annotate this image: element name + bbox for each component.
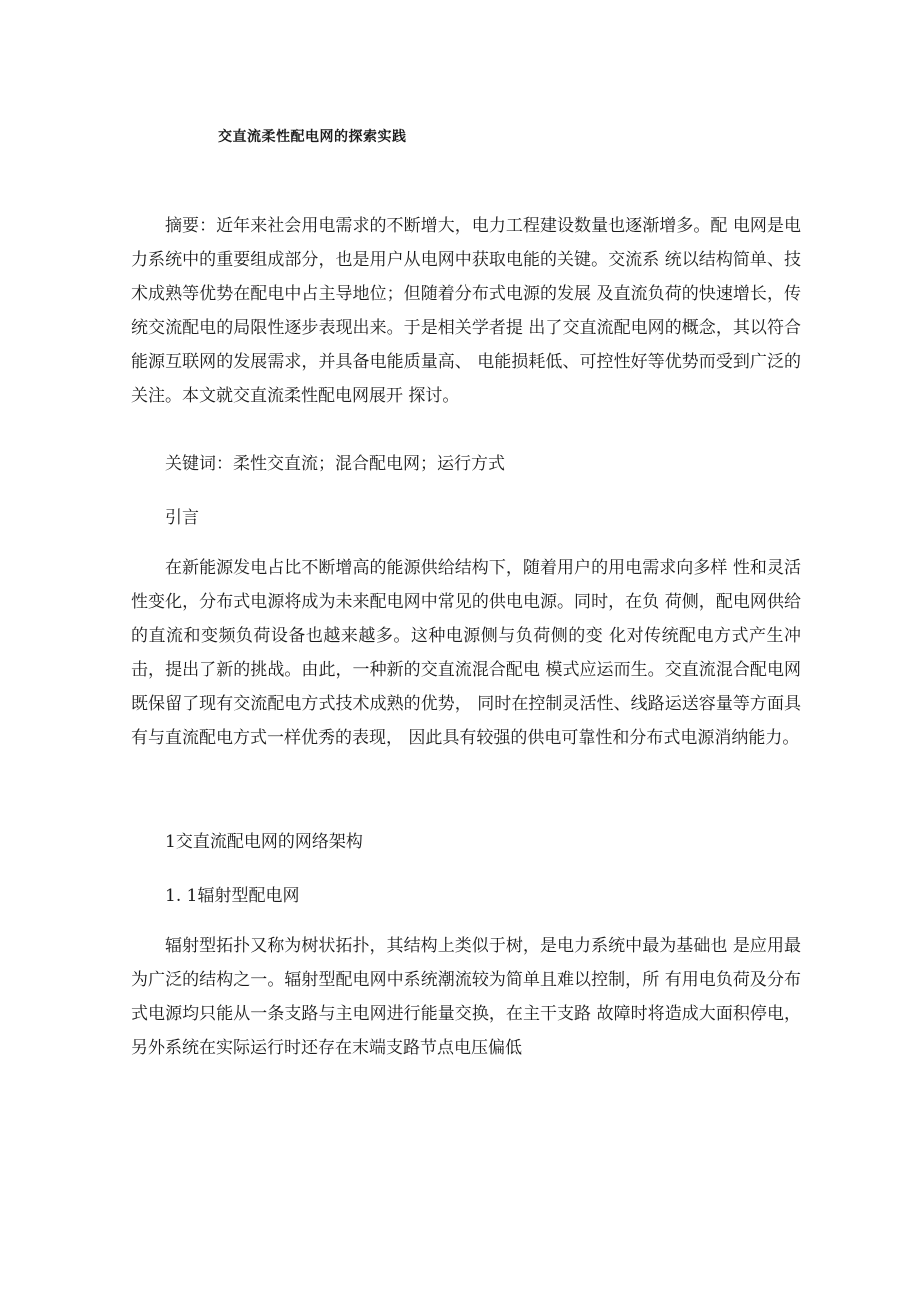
introduction-paragraph: 在新能源发电占比不断增高的能源供给结构下，随着用户的用电需求向多样 性和灵活性变化，分布式电源将成为未来配电网中常见的供电电源。同时，在负 荷侧，配电网供给的直流和变频负荷设备也越来越多。这种电源侧与负荷侧的变 化对传统配电方式产生冲击，提出了新的挑战。由此，一种新的交直流混合配电 模式应运而生。交直流混合配电网既保留了现有交流配电方式技术成熟的优势， 同时在控制灵活性、线路运送容量等方面具有与直流配电方式一样优秀的表现， 因此具有较强的供电可靠性和分布式电源消纳能力。 [131,558,801,748]
keywords-line: 关键词：柔性交直流；混合配电网；运行方式 [165,454,505,474]
section-1-heading: 1交直流配电网的网络架构 [165,832,363,852]
document-title: 交直流柔性配电网的探索实践 [218,129,407,145]
introduction-heading: 引言 [165,508,199,528]
abstract-paragraph: 摘要：近年来社会用电需求的不断增大，电力工程建设数量也逐渐增多。配 电网是电力系统中的重要组成部分，也是用户从电网中获取电能的关键。交流系 统以结构简单、技术成熟等优势在配电中占主导地位；但随着分布式电源的发展 及直流负荷的快速增长，传统交流配电的局限性逐步表现出来。于是相关学者提 出了交直流配电网的概念，其以符合能源互联网的发展需求，并具备电能质量高、 电能损耗低、可控性好等优势而受到广泛的关注。本文就交直流柔性配电网展开 探讨。 [131,216,801,406]
section-1-1-paragraph: 辐射型拓扑又称为树状拓扑，其结构上类似于树，是电力系统中最为基础也 是应用最为广泛的结构之一。辐射型配电网中系统潮流较为简单且难以控制，所 有用电负荷及分布式电源均只能从一条支路与主电网进行能量交换，在主干支路 故障时将造成大面积停电，另外系统在实际运行时还存在末端支路节点电压偏低 [131,936,801,1058]
section-1-1-heading: 1. 1辐射型配电网 [165,886,300,906]
